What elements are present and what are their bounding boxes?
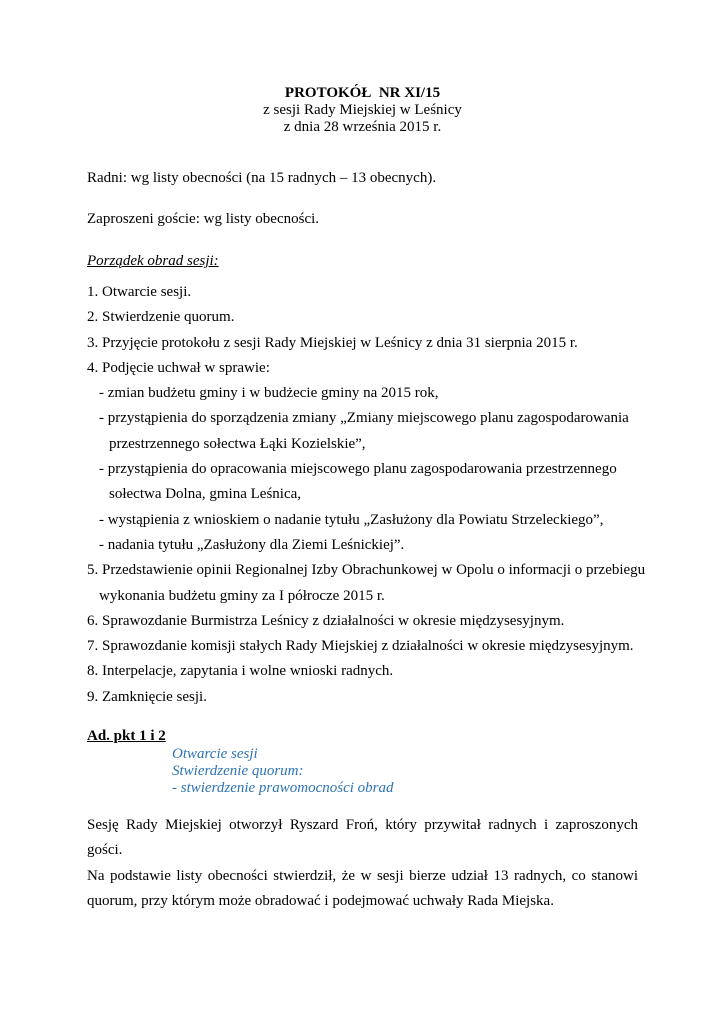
radni-paragraph: Radni: wg listy obecności (na 15 radnych – 13 obecnych). [87, 170, 437, 186]
agenda-subitem: - zmian budżetu gminy i w budżecie gminy na 2015 rok, [99, 385, 439, 402]
agenda-item: 6. Sprawozdanie Burmistrza Leśnicy z działalności w okresie międzysesyjnym. [87, 612, 565, 629]
agenda-subitem: - wystąpienia z wnioskiem o nadanie tytułu „Zasłużony dla Powiatu Strzeleckiego”, [99, 511, 604, 528]
agenda-subitem-continuation: sołectwa Dolna, gmina Leśnica, [109, 486, 302, 503]
agenda-subitem: - nadania tytułu „Zasłużony dla Ziemi Leśnickiej”. [99, 536, 405, 553]
agenda-item: 5. Przedstawienie opinii Regionalnej Izby Obrachunkowej w Opolu o informacji o przebiegu [87, 562, 646, 579]
agenda-item: 3. Przyjęcie protokołu z sesji Rady Miejskiej w Leśnicy z dnia 31 sierpnia 2015 r. [87, 334, 578, 351]
agenda-item: 1. Otwarcie sesji. [87, 284, 192, 300]
document-subtitle-date: z dnia 28 września 2015 r. [283, 119, 442, 135]
agenda-item: 8. Interpelacje, zapytania i wolne wnioski radnych. [87, 663, 394, 680]
body-line: Na podstawie listy obecności stwierdził, że w sesji bierze udział 13 radnych, co stanowi [87, 867, 638, 884]
body-line: Sesję Rady Miejskiej otworzył Ryszard Froń, który przywitał radnych i zaproszonych gości. [87, 817, 638, 859]
agenda-subitem-continuation: przestrzennego sołectwa Łąki Kozielskie”, [109, 435, 366, 452]
document-title: PROTOKÓŁ NR XI/15 [284, 85, 441, 101]
agenda-heading: Porządek obrad sesji: [87, 253, 219, 269]
agenda-list [87, 280, 647, 710]
agenda-subitem: - przystąpienia do opracowania miejscowego planu zagospodarowania przestrzennego [99, 461, 617, 478]
ad-pkt-items [172, 746, 394, 797]
agenda-item: 4. Podjęcie uchwał w sprawie: [87, 359, 270, 376]
session-opening-paragraph [87, 813, 638, 914]
agenda-item: 9. Zamknięcie sesji. [87, 688, 207, 705]
ad-pkt-item: - stwierdzenie prawomocności obrad [172, 780, 394, 796]
agenda-item-continuation: wykonania budżetu gminy za I półrocze 2015 r. [99, 587, 385, 604]
agenda-item: 7. Sprawozdanie komisji stałych Rady Miejskiej z działalności w okresie międzysesyjnym. [87, 638, 634, 655]
ad-pkt-heading: Ad. pkt 1 i 2 [87, 728, 166, 744]
agenda-item: 2. Stwierdzenie quorum. [87, 309, 235, 326]
document-header [0, 85, 725, 136]
agenda-subitem: - przystąpienia do sporządzenia zmiany „Zmiany miejscowego planu zagospodarowania [99, 410, 629, 427]
goscie-paragraph: Zaproszeni goście: wg listy obecności. [87, 211, 320, 227]
document-subtitle-session: z sesji Rady Miejskiej w Leśnicy [263, 102, 462, 118]
ad-pkt-item: Otwarcie sesji [172, 746, 258, 762]
ad-pkt-item: Stwierdzenie quorum: [172, 763, 304, 779]
body-line: quorum, przy którym może obradować i podejmować uchwały Rada Miejska. [87, 892, 554, 909]
